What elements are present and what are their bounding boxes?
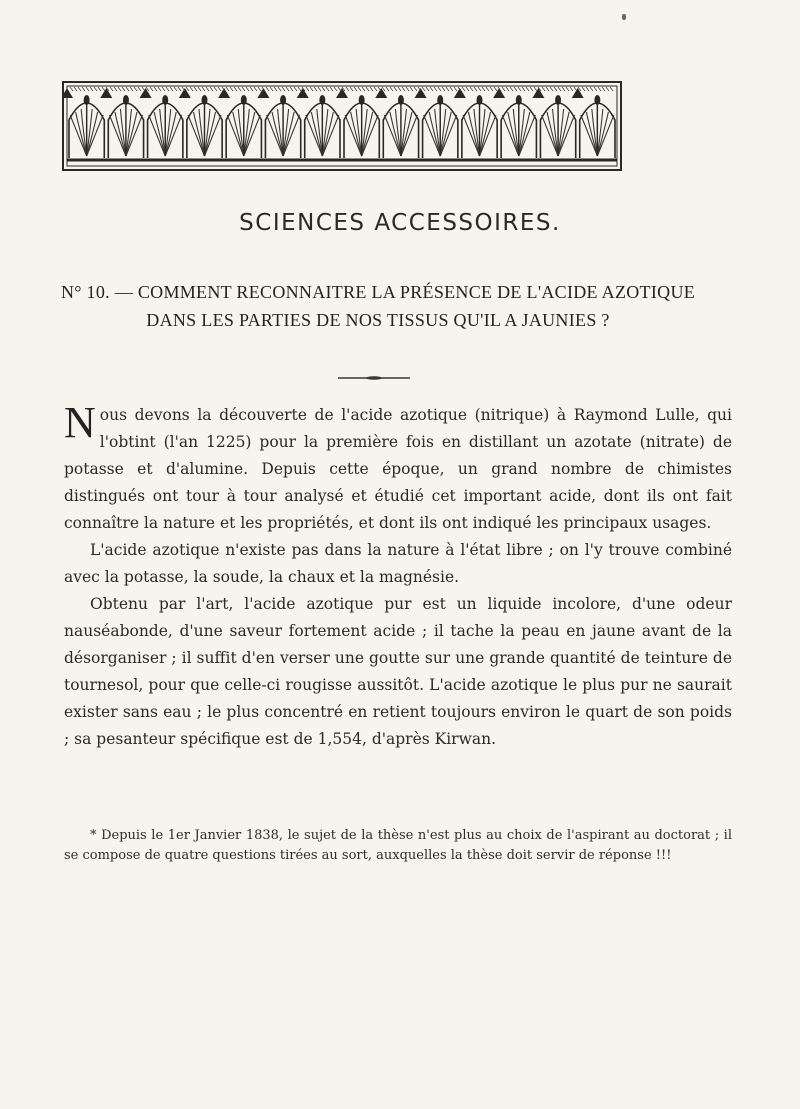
paragraph-1 [64,398,732,537]
section-title: SCIENCES ACCESSOIRES. [239,210,561,236]
footnote: * Depuis le 1er Janvier 1838, le sujet de la thèse n'est plus au choix de l'aspirant au doctorat ; il se compose de quatre questions tirées au sort, auxquelles la thèse doit servir de réponse !!! [64,828,732,863]
paragraph-1-text: ous devons la découverte de l'acide azotique (nitrique) à Raymond Lulle, qui l'obtint (l'an 1225) pour la première fois en distillant un azotate (nitrate) de potasse et d'alumine. Depuis cette époque, un grand nombre de chimistes distingués ont tour à tour analysé et étudié cet important acide, dont ils ont fait connaître la nature et les propriétés, et dont ils ont indiqué les principaux usages. [64,406,732,532]
decorative-header-band [62,80,622,172]
paragraph-2: L'acide azotique n'existe pas dans la nature à l'état libre ; on l'y trouve combiné avec la potasse, la soude, la chaux et la magnésie. [64,541,732,586]
drop-cap: N [64,398,96,447]
title-divider [338,376,410,380]
article-title: N° 10. — COMMENT RECONNAITRE LA PRÉSENCE DE L'ACIDE AZOTIQUE DANS LES PARTIES DE NOS TISSUS QU'IL A JAUNIES ? [60,282,696,330]
paragraph-3: Obtenu par l'art, l'acide azotique pur est un liquide incolore, d'une odeur nauséabonde, d'une saveur fortement acide ; il tache la peau en jaune avant de la désorganiser ; il suffit d'en verser une goutte sur une grande quantité de teinture de tournesol, pour que celle-ci rougisse aussitôt. L'acide azotique le plus pur ne saurait exister sans eau ; le plus concentré en retient toujours environ le quart de son poids ; sa pesanteur spécifique est de 1,554, d'après Kirwan. [64,595,732,748]
article-body [64,398,732,753]
ornament-svg [62,80,622,172]
ink-speck [622,14,626,20]
